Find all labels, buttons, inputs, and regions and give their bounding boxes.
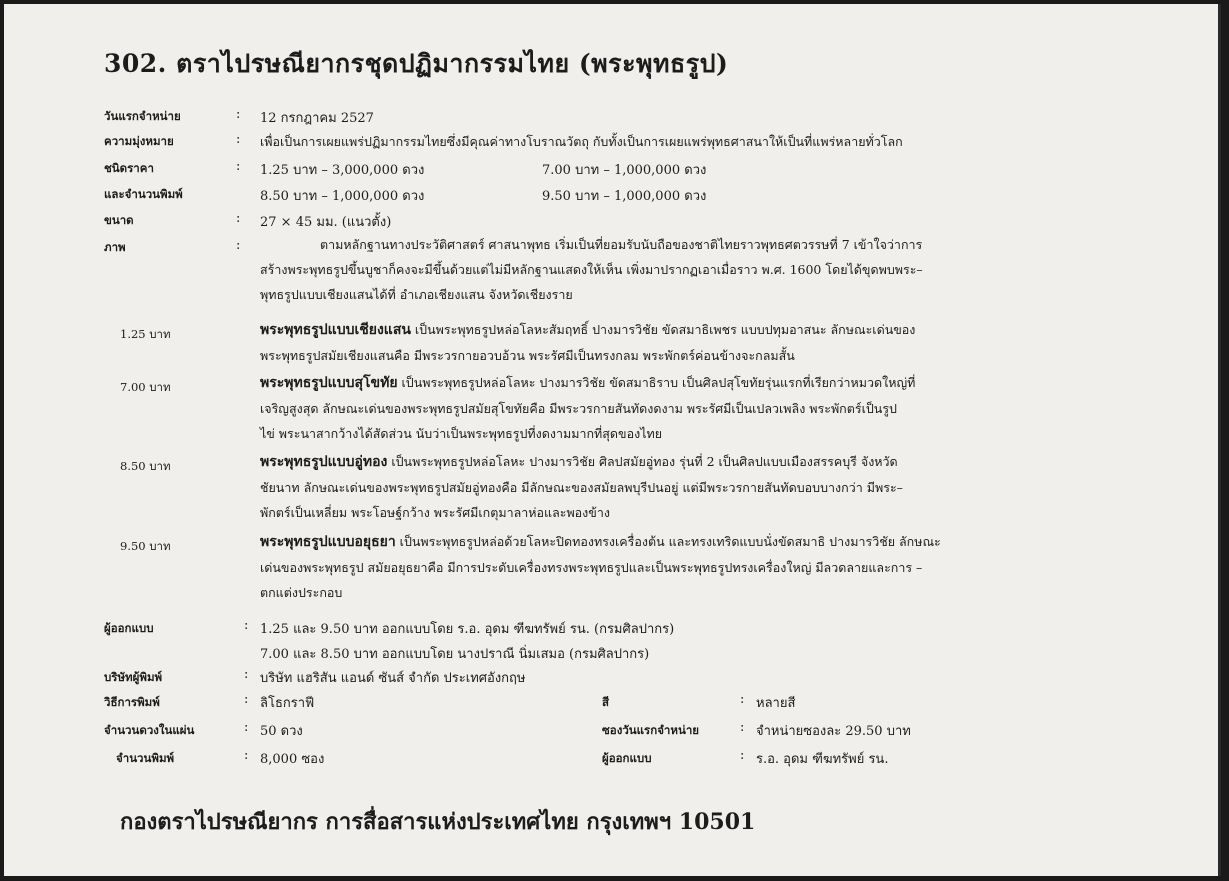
colon: :: [740, 748, 745, 763]
colon: :: [236, 211, 241, 226]
denomination-value-1: 1.25 บาท – 3,000,000 ดวง: [260, 163, 425, 178]
stamp-price: 8.50 บาท: [120, 459, 171, 473]
stamp-text: เป็นพระพุทธรูปหล่อด้วยโลหะปิดทองทรงเครื่องต้น และทรงเทริดแบบนั่งขัดสมาธิ ปางมารวิชัย ลักษณะ: [395, 534, 941, 549]
stamp-name: พระพุทธรูปแบบอยุธยา: [260, 534, 396, 550]
intro-line: สร้างพระพุทธรูปขึ้นบูชาก็คงจะมีขึ้นด้วยแต่ไม่มีหลักฐานแสดงให้เห็น เพิ่งมาปรากฏเอาเมื่อราว พ.ศ. 1600 โดยได้ขุดพบพระ–: [260, 262, 923, 277]
method-label: วิธีการพิมพ์: [104, 695, 160, 709]
method-value: ลิโธกราฟี: [260, 696, 315, 711]
issue-date-label: วันแรกจำหน่าย: [104, 109, 181, 123]
purpose-label: ความมุ่งหมาย: [104, 134, 174, 148]
quantity-label: และจำนวนพิมพ์: [104, 187, 183, 201]
fdc-designer-label: ผู้ออกแบบ: [602, 751, 652, 765]
denomination-value-4: 9.50 บาท – 1,000,000 ดวง: [542, 189, 707, 204]
print-qty-label: จำนวนพิมพ์: [116, 751, 175, 765]
print-qty-value: 8,000 ซอง: [260, 752, 325, 767]
stamp-text: เด่นของพระพุทธรูป สมัยอยุธยาคือ มีการประดับเครื่องทรงพระพุทธรูปและเป็นพระพุทธรูปทรงเครื่องใหญ่ มีลวดลายและการ –: [260, 560, 923, 575]
stamp-price: 7.00 บาท: [120, 380, 171, 394]
fdc-value: จำหน่ายซองละ 29.50 บาท: [756, 724, 911, 739]
designer-line-1: 1.25 และ 9.50 บาท ออกแบบโดย ร.อ. อุดม ฑีฆทรัพย์ รน. (กรมศิลปากร): [260, 622, 675, 637]
colon: :: [244, 748, 249, 763]
fdc-label: ซองวันแรกจำหน่าย: [602, 723, 700, 737]
printer-value: บริษัท แฮริสัน แอนด์ ซันส์ จำกัด ประเทศอังกฤษ: [260, 671, 526, 686]
stamp-price: 1.25 บาท: [120, 327, 171, 341]
purpose-value: เพื่อเป็นการเผยแพร่ปฏิมากรรมไทยซึ่งมีคุณค่าทางโบราณวัตถุ กับทั้งเป็นการเผยแพร่พุทธศาสนาให้เป็นที่แพร่หลายทั่วโลก: [260, 134, 903, 149]
stamp-text: เป็นพระพุทธรูปหล่อโลหะ ปางมารวิชัย ขัดสมาธิราบ เป็นศิลปสุโขทัยรุ่นแรกที่เรียกว่าหมวดใหญ่ที่: [397, 375, 916, 390]
per-sheet-value: 50 ดวง: [260, 724, 303, 739]
per-sheet-label: จำนวนดวงในแผ่น: [104, 723, 195, 737]
colon: :: [236, 107, 241, 122]
intro-line: ตามหลักฐานทางประวัติศาสตร์ ศาสนาพุทธ เริ่มเป็นที่ยอมรับนับถือของชาติไทยราวพุทธศตวรรษที่ 7 เข้าใจว่าการ: [320, 237, 923, 252]
colon: :: [236, 159, 241, 174]
colon: :: [236, 238, 241, 253]
designer-line-2: 7.00 และ 8.50 บาท ออกแบบโดย นางปราณี นิ่มเสมอ (กรมศิลปากร): [260, 647, 650, 662]
size-value: 27 × 45 มม. (แนวตั้ง): [260, 215, 392, 230]
footer-publisher: กองตราไปรษณียากร การสื่อสารแห่งประเทศไทย กรุงเทพฯ 10501: [120, 809, 756, 835]
stamp-text: ชัยนาท ลักษณะเด่นของพระพุทธรูปสมัยอู่ทองคือ มีลักษณะของสมัยลพบุรีปนอยู่ แต่มีพระวรกายสันทัดบอบบางกว่า มีพระ–: [260, 480, 903, 495]
colon: :: [244, 618, 249, 633]
stamp-description: [260, 317, 915, 368]
stamp-text: พระพุทธรูปสมัยเชียงแสนคือ มีพระวรกายอวบอ้วน พระรัศมีเป็นทรงกลม พระพักตร์ค่อนข้างจะกลมสั้น: [260, 348, 795, 363]
stamp-text: เป็นพระพุทธรูปหล่อโลหะสัมฤทธิ์ ปางมารวิชัย ขัดสมาธิเพชร แบบปทุมอาสนะ ลักษณะเด่นของ: [410, 322, 916, 337]
document-page: [4, 4, 1221, 876]
picture-label: ภาพ: [104, 240, 126, 254]
stamp-description: [260, 529, 941, 605]
fdc-designer-value: ร.อ. อุดม ฑีฆทรัพย์ รน.: [756, 752, 889, 767]
stamp-text: เจริญสูงสุด ลักษณะเด่นของพระพุทธรูปสมัยสุโขทัยคือ มีพระวรกายสันทัดงดงาม พระรัศมีเป็นเปลวเพลิง พระพักตร์เป็นรูป: [260, 401, 897, 416]
stamp-price: 9.50 บาท: [120, 539, 171, 553]
intro-paragraph: [260, 232, 923, 307]
colon: :: [244, 692, 249, 707]
stamp-name: พระพุทธรูปแบบอู่ทอง: [260, 454, 388, 470]
denomination-label: ชนิดราคา: [104, 161, 154, 175]
issue-date-value: 12 กรกฎาคม 2527: [260, 111, 374, 126]
colon: :: [244, 720, 249, 735]
colour-label: สี: [602, 695, 610, 709]
intro-line: พุทธรูปแบบเชียงแสนได้ที่ อำเภอเชียงแสน จังหวัดเชียงราย: [260, 287, 573, 302]
colon: :: [740, 692, 745, 707]
colon: :: [740, 720, 745, 735]
denomination-value-2: 7.00 บาท – 1,000,000 ดวง: [542, 163, 707, 178]
stamp-text: ไข่ พระนาสากว้างได้สัดส่วน นับว่าเป็นพระพุทธรูปที่งดงามมากที่สุดของไทย: [260, 426, 663, 441]
designer-label: ผู้ออกแบบ: [104, 621, 154, 635]
stamp-text: พักตร์เป็นเหลี่ยม พระโอษฐ์กว้าง พระรัศมีเกตุมาลาห่อและพองข้าง: [260, 505, 610, 520]
denomination-value-3: 8.50 บาท – 1,000,000 ดวง: [260, 189, 425, 204]
size-label: ขนาด: [104, 213, 134, 227]
stamp-name: พระพุทธรูปแบบเชียงแสน: [260, 322, 411, 338]
printer-label: บริษัทผู้พิมพ์: [104, 670, 163, 684]
page-title: 302. ตราไปรษณียากรชุดปฏิมากรรมไทย (พระพุทธรูป): [104, 49, 729, 78]
stamp-text: ตกแต่งประกอบ: [260, 585, 343, 600]
stamp-description: [260, 449, 903, 525]
stamp-name: พระพุทธรูปแบบสุโขทัย: [260, 375, 398, 391]
stamp-text: เป็นพระพุทธรูปหล่อโลหะ ปางมารวิชัย ศิลปสมัยอู่ทอง รุ่นที่ 2 เป็นศิลปแบบเมืองสรรคบุรี จังหวัด: [387, 454, 898, 469]
stamp-description: [260, 370, 915, 446]
colour-value: หลายสี: [756, 696, 796, 711]
colon: :: [236, 132, 241, 147]
colon: :: [244, 667, 249, 682]
